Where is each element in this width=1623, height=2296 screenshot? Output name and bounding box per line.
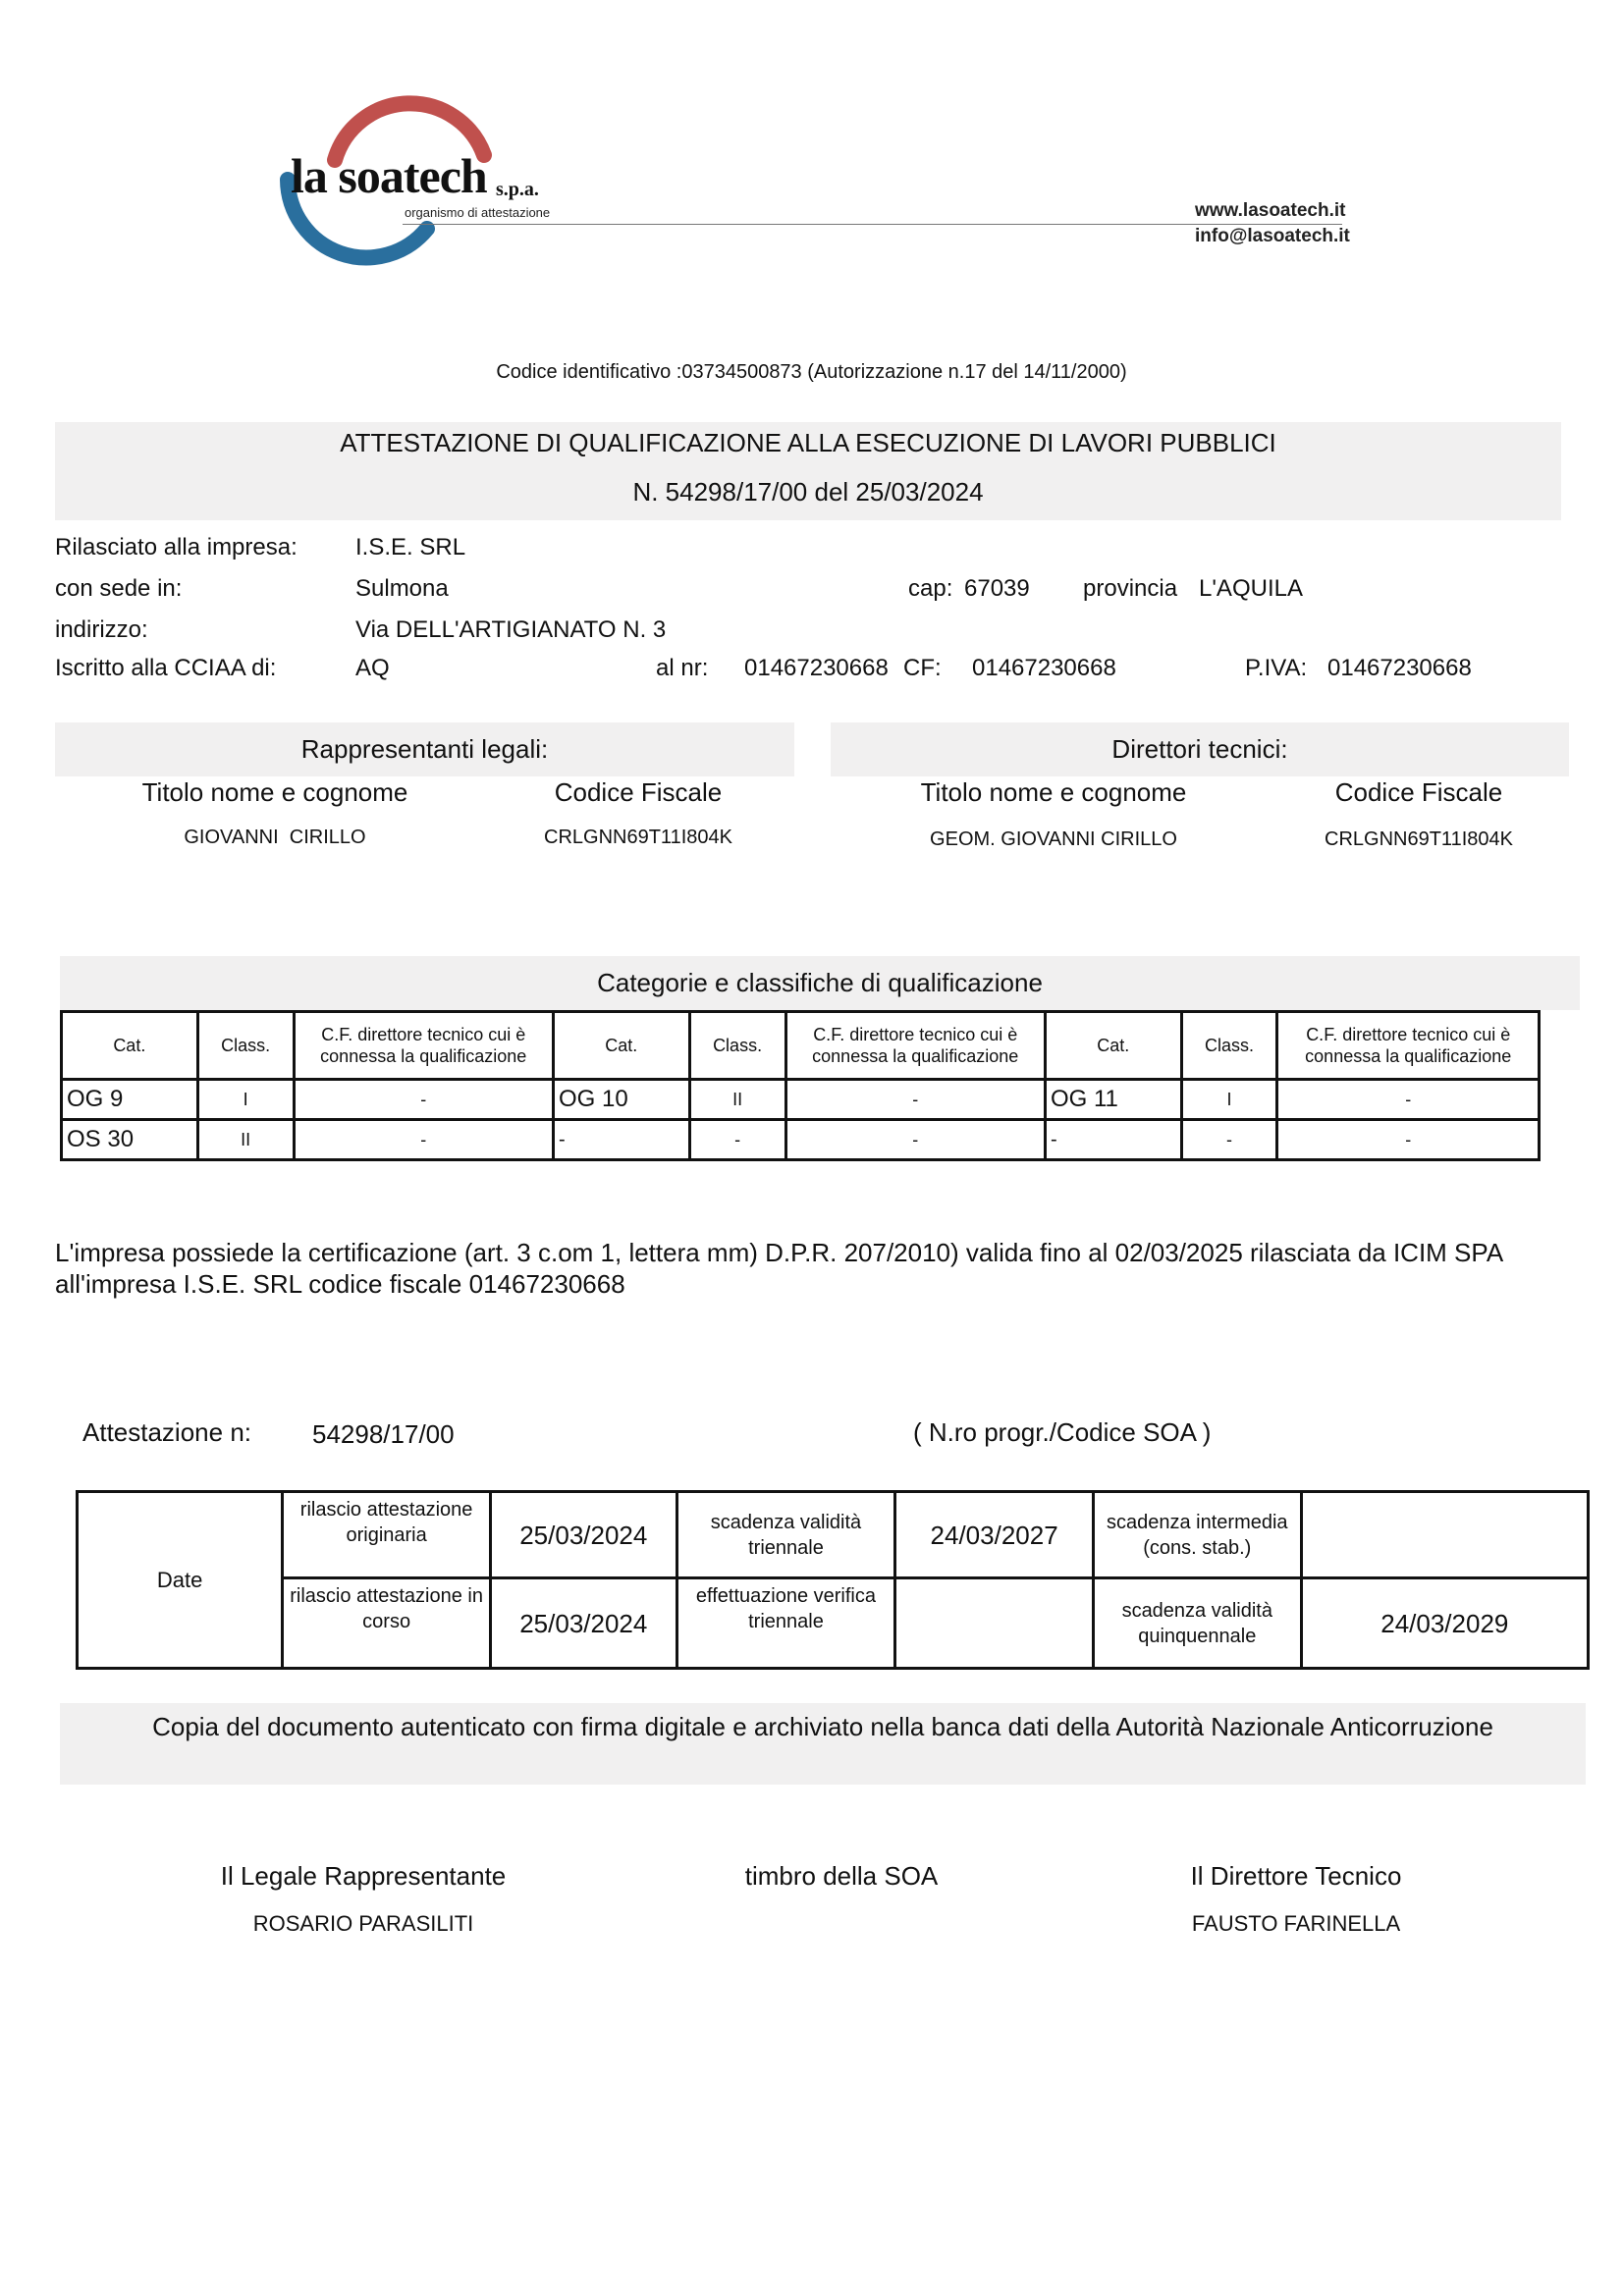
direttore-label: Il Direttore Tecnico	[1190, 1861, 1402, 1891]
website-link[interactable]: www.lasoatech.it	[1195, 200, 1346, 221]
direttori-col-cf: Codice Fiscale	[1334, 777, 1503, 807]
legale-name: ROSARIO PARASILITI	[252, 1911, 474, 1936]
scadenza-triennale-value: 24/03/2027	[895, 1492, 1094, 1578]
indirizzo-value: Via DELL'ARTIGIANATO N. 3	[355, 616, 667, 643]
sede-value: Sulmona	[355, 575, 449, 602]
verifica-triennale-label: effettuazione verifica triennale	[676, 1578, 895, 1669]
verifica-triennale-value	[895, 1578, 1094, 1669]
attestazione-value: 54298/17/00	[312, 1419, 455, 1449]
date-label: Date	[78, 1492, 283, 1669]
table-row	[62, 1080, 1540, 1120]
cciaa-value: AQ	[355, 655, 390, 681]
date-table	[76, 1490, 1590, 1670]
direttore-cf: CRLGNN69T11I804K	[1325, 828, 1513, 850]
cell-class: I	[1181, 1080, 1277, 1120]
rilascio-corso-value: 25/03/2024	[490, 1578, 676, 1669]
cell-cf: -	[294, 1080, 553, 1120]
scadenza-intermedia-label: scadenza intermedia (cons. stab.)	[1093, 1492, 1301, 1578]
header-cat: Cat.	[553, 1012, 689, 1080]
cell-cat: -	[553, 1120, 689, 1160]
indirizzo-label: indirizzo:	[55, 616, 148, 643]
categorie-table	[60, 1010, 1541, 1161]
header-class: Class.	[689, 1012, 785, 1080]
certificazione-text: L'impresa possiede la certificazione (art. 3 c.om 1, lettera mm) D.P.R. 207/2010) valida fino al 02/03/2025 rilasciata da ICIM SPA all'impresa I.S.E. SRL codice fiscale 01467230668	[55, 1238, 1502, 1299]
cell-cf: -	[294, 1120, 553, 1160]
direttori-heading: Direttori tecnici:	[1111, 734, 1288, 764]
table-row	[62, 1120, 1540, 1160]
cf-value: 01467230668	[972, 655, 1116, 681]
cell-class: II	[197, 1120, 294, 1160]
cell-class: -	[689, 1120, 785, 1160]
rilascio-originaria-value: 25/03/2024	[490, 1492, 676, 1578]
categorie-header-row	[62, 1012, 1540, 1080]
cap-label: cap:	[908, 575, 953, 602]
cell-cat: -	[1045, 1120, 1181, 1160]
rappresentanti-col-name: Titolo nome e cognome	[141, 777, 408, 807]
logo-name: la soatech	[291, 148, 487, 203]
categorie-heading: Categorie e classifiche di qualificazione	[597, 968, 1043, 997]
header-rule	[403, 224, 1342, 225]
scadenza-intermedia-value	[1301, 1492, 1588, 1578]
email-link[interactable]: info@lasoatech.it	[1195, 226, 1350, 246]
scadenza-quinquennale-value: 24/03/2029	[1301, 1578, 1588, 1669]
header-class: Class.	[1181, 1012, 1277, 1080]
header-cat: Cat.	[1045, 1012, 1181, 1080]
cap-value: 67039	[964, 575, 1030, 602]
date-row-2	[78, 1578, 1589, 1669]
piva-label: P.IVA:	[1245, 655, 1308, 681]
rappresentante-name: GIOVANNI CIRILLO	[184, 827, 366, 848]
alnr-value: 01467230668	[744, 655, 889, 681]
header-class: Class.	[197, 1012, 294, 1080]
alnr-label: al nr:	[656, 655, 709, 681]
logo-suffix: s.p.a.	[496, 179, 539, 200]
rilasciato-value: I.S.E. SRL	[355, 534, 466, 561]
logo-tagline: organismo di attestazione	[405, 205, 551, 220]
document-number: N. 54298/17/00 del 25/03/2024	[632, 477, 984, 507]
header-cat: Cat.	[62, 1012, 198, 1080]
piva-value: 01467230668	[1327, 655, 1472, 681]
cell-class: -	[1181, 1120, 1277, 1160]
cciaa-label: Iscritto alla CCIAA di:	[55, 655, 277, 681]
direttore-name: GEOM. GIOVANNI CIRILLO	[930, 828, 1177, 850]
rilascio-corso-label: rilascio attestazione in corso	[283, 1578, 491, 1669]
codice-identificativo: Codice identificativo :03734500873 (Autorizzazione n.17 del 14/11/2000)	[496, 361, 1127, 383]
legale-label: Il Legale Rappresentante	[220, 1861, 507, 1891]
cell-cat: OG 9	[62, 1080, 198, 1120]
timbro-label: timbro della SOA	[744, 1861, 939, 1891]
cf-label: CF:	[903, 655, 942, 681]
rappresentante-cf: CRLGNN69T11I804K	[544, 827, 732, 848]
cell-class: I	[197, 1080, 294, 1120]
cell-cf: -	[1277, 1120, 1540, 1160]
cell-cf: -	[785, 1120, 1045, 1160]
date-row-1	[78, 1492, 1589, 1578]
attestazione-label: Attestazione n:	[82, 1417, 251, 1447]
attestazione-note: ( N.ro progr./Codice SOA )	[913, 1417, 1212, 1447]
rilasciato-label: Rilasciato alla impresa:	[55, 534, 298, 561]
scadenza-triennale-label: scadenza validità triennale	[676, 1492, 895, 1578]
cell-cf: -	[1277, 1080, 1540, 1120]
cell-cat: OS 30	[62, 1120, 198, 1160]
scadenza-quinquennale-label: scadenza validità quinquennale	[1093, 1578, 1301, 1669]
cell-class: II	[689, 1080, 785, 1120]
provincia-label: provincia	[1083, 575, 1178, 602]
provincia-value: L'AQUILA	[1199, 575, 1303, 602]
rappresentanti-col-cf: Codice Fiscale	[554, 777, 723, 807]
header-cf: C.F. direttore tecnico cui è connessa la qualificazione	[294, 1012, 553, 1080]
cell-cat: OG 11	[1045, 1080, 1181, 1120]
sede-label: con sede in:	[55, 575, 183, 602]
rappresentanti-heading: Rappresentanti legali:	[300, 734, 549, 764]
header-cf: C.F. direttore tecnico cui è connessa la qualificazione	[1277, 1012, 1540, 1080]
cell-cf: -	[785, 1080, 1045, 1120]
header-cf: C.F. direttore tecnico cui è connessa la qualificazione	[785, 1012, 1045, 1080]
rilascio-originaria-label: rilascio attestazione originaria	[283, 1492, 491, 1578]
document-title: ATTESTAZIONE DI QUALIFICAZIONE ALLA ESECUZIONE DI LAVORI PUBBLICI	[340, 428, 1276, 457]
direttore-signature-name: FAUSTO FARINELLA	[1191, 1911, 1401, 1936]
direttori-col-name: Titolo nome e cognome	[920, 777, 1187, 807]
cell-cat: OG 10	[553, 1080, 689, 1120]
copia-note: Copia del documento autenticato con firma digitale e archiviato nella banca dati della Autorità Nazionale Anticorruzione	[152, 1712, 1493, 1741]
